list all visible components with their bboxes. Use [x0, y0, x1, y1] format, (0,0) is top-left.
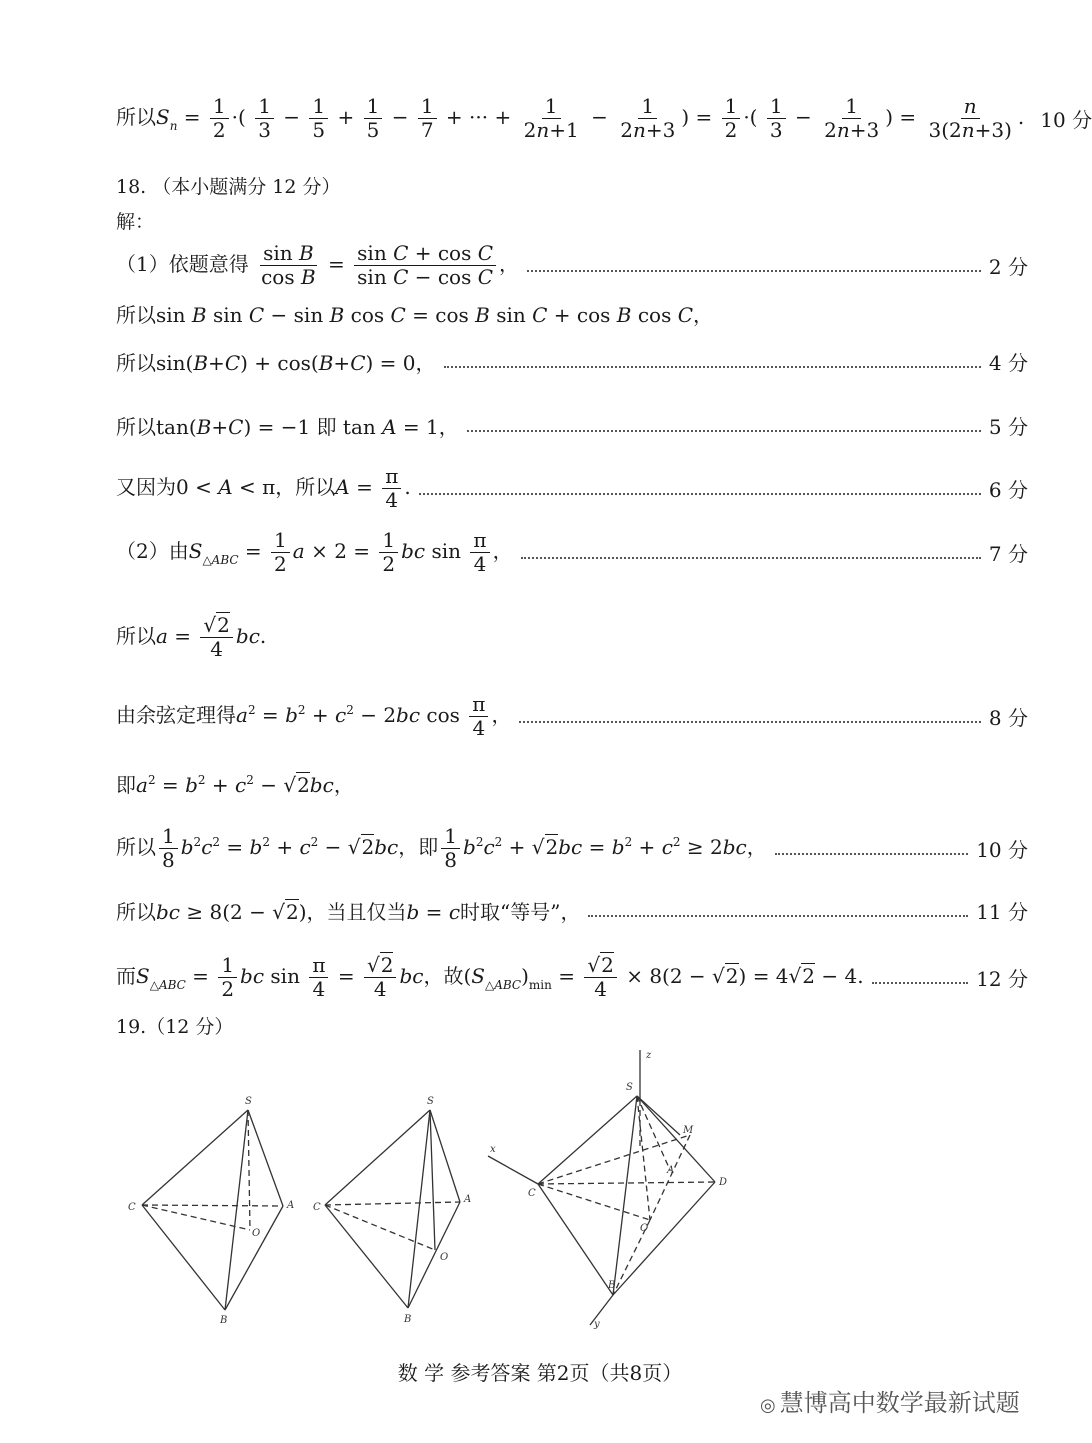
- score-label: 10 分: [976, 837, 1028, 862]
- score-label: 11 分: [976, 899, 1028, 924]
- f2-label-a: A: [464, 1194, 472, 1205]
- step-9-formula: 即$a^2 = b^2 + c^2 - √2bc$，: [116, 772, 354, 797]
- wechat-icon: ◎: [760, 1395, 776, 1416]
- leader-dots: [527, 270, 981, 272]
- step-5-line: [116, 462, 1028, 514]
- leader-dots: [775, 853, 968, 855]
- f3-label-a: A: [667, 1165, 675, 1176]
- score-label: 12 分: [976, 966, 1028, 991]
- f3-label-b: B: [608, 1280, 616, 1291]
- sum-line: [116, 92, 1092, 144]
- leader-dots: [521, 557, 981, 559]
- f1-label-s: S: [245, 1096, 252, 1107]
- step-2-line: [116, 298, 1028, 328]
- step-3-line: [116, 346, 1028, 376]
- geometry-figures: [110, 1040, 760, 1330]
- leader-dots: [419, 493, 981, 495]
- score-label: 5 分: [988, 414, 1028, 439]
- step-1-formula: （1）依题意得 $\frac{\text{sin B}}{\text{cos B}}$ = $\frac{\text{sin C + cos C}}{\text{sin C − cos C}}$ ，: [116, 240, 520, 289]
- step-2-formula: 所以sin B sin C − sin B cos C = cos B sin C + cos B cos C，: [116, 302, 714, 327]
- leader-dots: [467, 430, 981, 432]
- f1-label-b: B: [220, 1315, 228, 1326]
- score-label: 7 分: [988, 541, 1028, 566]
- step-3-formula: 所以sin(B+C) + cos(B+C) = 0，: [116, 350, 436, 375]
- question-18-header: 18. （本小题满分 12 分）: [116, 176, 341, 198]
- step-9-line: [116, 768, 1028, 798]
- score-label: 6 分: [988, 477, 1028, 502]
- figure-2-pyramid: [325, 1110, 460, 1308]
- step-7-line: [116, 608, 1028, 666]
- f3-label-z: z: [646, 1050, 652, 1061]
- figure-3-pyramid-axes: [488, 1050, 715, 1325]
- f2-label-s: S: [427, 1096, 434, 1107]
- step-11-formula: 所以bc ≥ 8(2 − √2)，当且仅当b = c时取“等号”，: [116, 899, 581, 924]
- figure-1-pyramid: [142, 1110, 283, 1310]
- solution-label: 解：: [116, 211, 155, 233]
- f3-label-x: x: [490, 1144, 496, 1155]
- step-6-line: [116, 526, 1028, 578]
- f2-label-b: B: [404, 1314, 412, 1325]
- step-10-formula: 所以 $\frac{1}{8}$ $b^2c^2 = b^2 + c^2 - √2bc$，即 $\frac{1}{8}$ $b^2c^2 + √2bc = b^2 + c^2 \ge 2bc$，: [116, 823, 767, 872]
- step-8-formula: 由余弦定理得$a^2 = b^2 + c^2 - 2bc$ cos $\frac{\pi}{4}$ ，: [116, 691, 512, 740]
- step-5-formula: 又因为0 < A < π，所以A = $\frac{\pi}{4}$ .: [116, 463, 411, 512]
- f2-label-c: C: [313, 1202, 321, 1213]
- step-4-line: [116, 410, 1028, 440]
- f3-label-y: y: [594, 1319, 600, 1330]
- step-7-formula: 所以a = $\frac{√2}{4}$ bc.: [116, 612, 267, 661]
- f3-label-s: S: [626, 1082, 633, 1093]
- watermark-text: ◎ 慧博高中数学最新试题: [760, 1389, 1020, 1417]
- step-12-line: [116, 948, 1028, 1006]
- score-label: 8 分: [988, 705, 1028, 730]
- score-label: 2 分: [988, 254, 1028, 279]
- f3-label-m: M: [683, 1125, 694, 1136]
- f3-label-d: D: [719, 1177, 728, 1188]
- page-footer: 数 学 参考答案 第2页（共8页）: [397, 1361, 683, 1385]
- score-label: 4 分: [988, 350, 1028, 375]
- step-8-line: [116, 690, 1028, 742]
- question-19-header: 19.（12 分）: [116, 1016, 234, 1038]
- leader-dots: [519, 721, 980, 723]
- score-label: 10 分: [1040, 107, 1092, 132]
- f1-label-c: C: [128, 1202, 136, 1213]
- f3-label-o: O: [640, 1223, 649, 1234]
- f3-label-c: C: [528, 1188, 536, 1199]
- step-12-formula: 而$S_{\triangle ABC}$ = $\frac{1}{2}$ bc sin $\frac{\pi}{4}$ = $\frac{√2}{4}$ bc，故$(S_{\triangle ABC})_{min}$ = $\frac{√2}{4}$ × 8(2 − √2) = 4√2 − 4.: [116, 952, 864, 1001]
- step-4-formula: 所以tan(B+C) = −1 即 tan A = 1，: [116, 414, 459, 439]
- step-10-line: [116, 822, 1028, 874]
- leader-dots: [444, 366, 981, 368]
- leader-dots: [872, 982, 969, 984]
- leader-dots: [588, 915, 968, 917]
- step-11-line: [116, 895, 1028, 925]
- step-6-formula: （2）由$S_{\triangle ABC}$ = $\frac{1}{2}$ a × 2 = $\frac{1}{2}$ bc sin $\frac{\pi}{4}$ ，: [116, 527, 513, 576]
- f1-label-a: A: [287, 1200, 295, 1211]
- f2-label-o: O: [440, 1252, 449, 1263]
- step-1-line: [116, 238, 1028, 292]
- sum-formula: 所以$S_n$ = $\frac{1}{2}$ ·( $\frac{1}{3}$ − $\frac{1}{5}$ + $\frac{1}{5}$ − $\frac{1}{7}$ + ··· + $\frac{1}{2n+1}$ − $\frac{1}{2n+3}$ ) = $\frac{1}{2}$ ·( $\frac{1}{3}$ − $\frac{1}{2n+3}$ ) = $\frac{n}{3(2n+3)}$ .: [116, 93, 1025, 142]
- f1-label-o: O: [252, 1228, 261, 1239]
